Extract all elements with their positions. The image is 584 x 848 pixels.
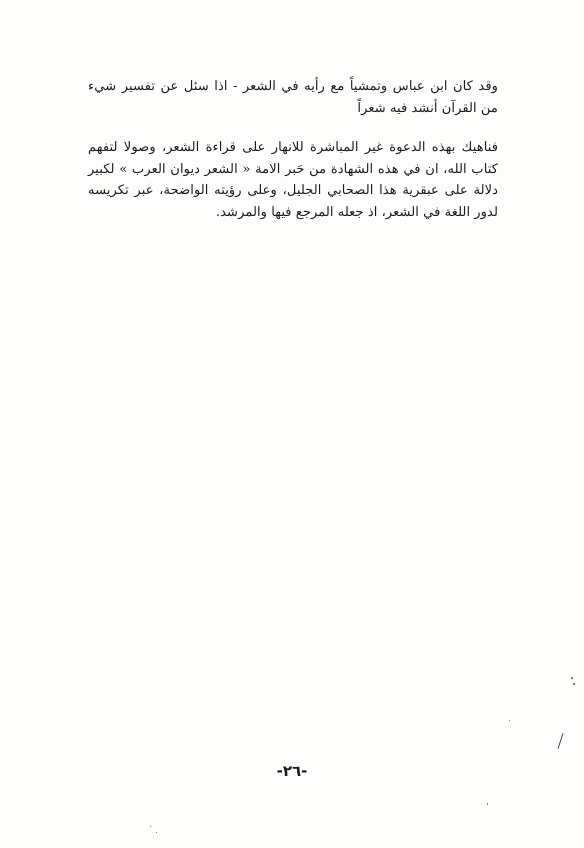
scan-speck	[150, 826, 151, 827]
page-number: -٢٦-	[276, 762, 308, 780]
scan-mark	[558, 733, 564, 749]
scan-speck	[573, 683, 575, 685]
paragraph-poetry-witness: فناهيك بهذه الدعوة غير المباشرة للانهار على قراءة الشعر، وصولا لتفهم كتاب الله، ان في هذه الشهادة من حَبر الامة « الشعر ديوان العرب » لكبير دلالة على عبقرية هذا الصحابي الجليل، وعلى رؤيته الواضحة، عبر تكريسه لدور اللغة في الشعر، اذ جعله المرجع فيها والمرشد.	[88, 140, 498, 220]
paragraph-ibn-abbas: وقد كان ابن عباس وتمشياً مع رأيه في الشعر - اذا سئل عن تفسير شيء من القرآن أنشد فيه شعراً	[88, 79, 498, 116]
scan-speck	[509, 720, 510, 721]
scan-speck	[487, 803, 488, 805]
scan-speck	[571, 677, 573, 679]
scan-speck	[156, 832, 157, 833]
